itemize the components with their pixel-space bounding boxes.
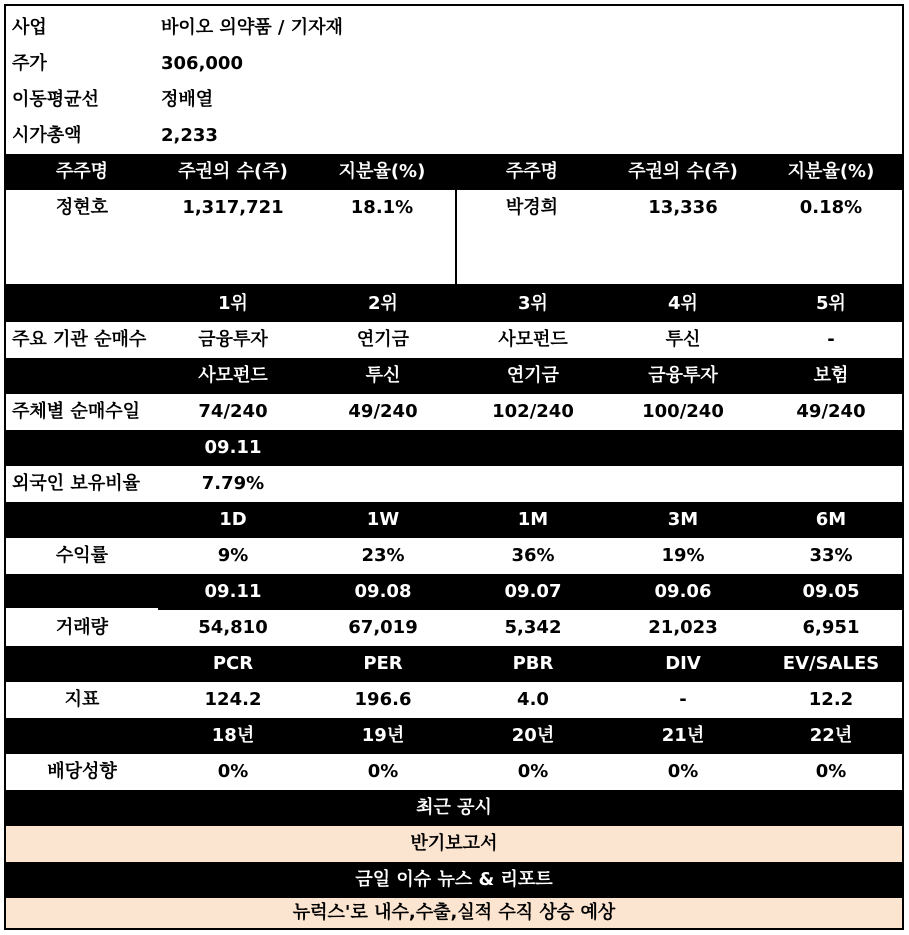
volume-date-2: 09.08 [354, 581, 412, 602]
indicator-header-per: PER [363, 653, 403, 674]
dividend-value-20: 0% [517, 761, 549, 782]
volume-date-5: 09.05 [802, 581, 860, 602]
business-label: 사업 [12, 17, 47, 38]
shareholder-name-header-right: 주주명 [505, 161, 559, 182]
dividend-year-22: 22년 [809, 725, 853, 746]
net-buy-label: 주체별 순매수일 [12, 401, 140, 422]
shareholder-name-header-left: 주주명 [55, 161, 109, 182]
volume-value-4: 21,023 [648, 617, 718, 638]
institution-rank-label: 주요 기관 순매수 [12, 329, 147, 350]
returns-header-1m: 1M [517, 509, 549, 530]
returns-header-1w: 1W [366, 509, 400, 530]
volume-value-2: 67,019 [348, 617, 418, 638]
dividend-label: 배당성향 [47, 761, 117, 782]
dividend-value-22: 0% [815, 761, 847, 782]
rank-5: 5위 [816, 293, 846, 314]
shareholder-shares-right: 13,336 [648, 197, 718, 218]
net-buy-header-5: 보험 [813, 365, 849, 386]
returns-label: 수익률 [55, 545, 109, 566]
net-buy-header-4: 금융투자 [648, 365, 718, 386]
institution-rank-header-row [6, 286, 902, 322]
indicator-value-div: - [679, 689, 687, 710]
shareholder-name-right: 박경희 [505, 197, 559, 218]
rank-3: 3위 [518, 293, 548, 314]
shareholder-header-row [6, 154, 902, 190]
returns-header-row [6, 502, 902, 538]
dividend-header-row [6, 718, 902, 754]
shareholder-shares-header-left: 주권의 수(주) [178, 161, 288, 182]
institution-rank-value-2: 연기금 [356, 329, 410, 350]
volume-value-5: 6,951 [802, 617, 860, 638]
indicator-header-pcr: PCR [212, 653, 254, 674]
volume-label: 거래량 [55, 617, 109, 638]
volume-row [6, 610, 902, 646]
news-row [6, 898, 902, 928]
news-value: 뉴럭스'로 내수,수출,실적 수직 상승 예상 [292, 902, 616, 923]
rank-1: 1위 [218, 293, 248, 314]
foreign-value: 7.79% [201, 473, 265, 494]
foreign-label: 외국인 보유비율 [12, 473, 140, 494]
foreign-date: 09.11 [204, 437, 262, 458]
shareholder-ratio-header-right: 지분율(%) [787, 161, 875, 182]
dividend-year-18: 18년 [211, 725, 255, 746]
dividend-value-19: 0% [367, 761, 399, 782]
volume-date-3: 09.07 [504, 581, 562, 602]
institution-rank-row [6, 322, 902, 358]
returns-value-1d: 9% [217, 545, 249, 566]
returns-header-1d: 1D [219, 509, 247, 530]
returns-header-3m: 3M [667, 509, 699, 530]
institution-rank-value-1: 금융투자 [198, 329, 268, 350]
indicator-header-ev-sales: EV/SALES [782, 653, 880, 674]
price-value: 306,000 [161, 53, 243, 74]
returns-row [6, 538, 902, 574]
news-title: 금일 이슈 뉴스 & 리포트 [355, 869, 553, 890]
indicator-header-row [6, 646, 902, 682]
foreign-header-row [6, 430, 902, 466]
shareholder-ratio-header-left: 지분율(%) [338, 161, 426, 182]
indicator-value-ev-sales: 12.2 [808, 689, 854, 710]
volume-date-1: 09.11 [204, 581, 262, 602]
moving-average-value: 정배열 [161, 89, 214, 110]
disclosure-value: 반기보고서 [410, 833, 498, 854]
shareholder-name-left: 정현호 [55, 197, 109, 218]
net-buy-header-row [6, 358, 902, 394]
shareholder-shares-header-right: 주권의 수(주) [628, 161, 738, 182]
dividend-year-19: 19년 [361, 725, 405, 746]
market-cap-value: 2,233 [161, 125, 218, 146]
indicator-value-pcr: 124.2 [204, 689, 262, 710]
foreign-row [6, 466, 902, 502]
price-row [6, 46, 902, 82]
institution-rank-value-3: 사모펀드 [498, 329, 568, 350]
stock-summary-sheet [4, 4, 904, 930]
indicator-row [6, 682, 902, 718]
moving-average-label: 이동평균선 [12, 89, 99, 110]
net-buy-row [6, 394, 902, 430]
market-cap-row [6, 118, 902, 154]
business-value: 바이오 의약품 / 기자재 [161, 17, 343, 38]
indicator-label: 지표 [64, 689, 100, 710]
shareholder-values-area [6, 190, 902, 286]
net-buy-value-5: 49/240 [796, 401, 866, 422]
business-row [6, 10, 902, 46]
shareholder-ratio-left: 18.1% [350, 197, 414, 218]
net-buy-header-3: 연기금 [506, 365, 560, 386]
net-buy-value-1: 74/240 [198, 401, 268, 422]
dividend-value-21: 0% [667, 761, 699, 782]
net-buy-header-2: 투신 [365, 365, 401, 386]
dividend-value-18: 0% [217, 761, 249, 782]
disclosure-title: 최근 공시 [416, 797, 492, 818]
indicator-header-pbr: PBR [512, 653, 554, 674]
net-buy-value-3: 102/240 [492, 401, 574, 422]
dividend-year-21: 21년 [661, 725, 705, 746]
indicator-header-div: DIV [665, 653, 701, 674]
disclosure-header-row [6, 790, 902, 826]
price-label: 주가 [12, 53, 47, 74]
dividend-row [6, 754, 902, 790]
rank-2: 2위 [368, 293, 398, 314]
indicator-value-pbr: 4.0 [517, 689, 549, 710]
institution-rank-value-5: - [827, 329, 835, 350]
volume-date-4: 09.06 [654, 581, 712, 602]
returns-value-1m: 36% [511, 545, 555, 566]
shareholder-shares-left: 1,317,721 [182, 197, 284, 218]
shareholder-ratio-right: 0.18% [799, 197, 863, 218]
returns-value-6m: 33% [809, 545, 853, 566]
returns-header-6m: 6M [815, 509, 847, 530]
returns-value-1w: 23% [361, 545, 405, 566]
volume-value-1: 54,810 [198, 617, 268, 638]
net-buy-header-1: 사모펀드 [198, 365, 268, 386]
disclosure-row [6, 826, 902, 862]
returns-value-3m: 19% [661, 545, 705, 566]
institution-rank-value-4: 투신 [665, 329, 701, 350]
rank-4: 4위 [668, 293, 698, 314]
net-buy-value-4: 100/240 [642, 401, 724, 422]
indicator-value-per: 196.6 [354, 689, 412, 710]
moving-average-row [6, 82, 902, 118]
news-header-row [6, 862, 902, 898]
market-cap-label: 시가총액 [12, 125, 82, 146]
volume-value-3: 5,342 [504, 617, 562, 638]
volume-header-row [6, 574, 902, 610]
net-buy-value-2: 49/240 [348, 401, 418, 422]
dividend-year-20: 20년 [511, 725, 555, 746]
